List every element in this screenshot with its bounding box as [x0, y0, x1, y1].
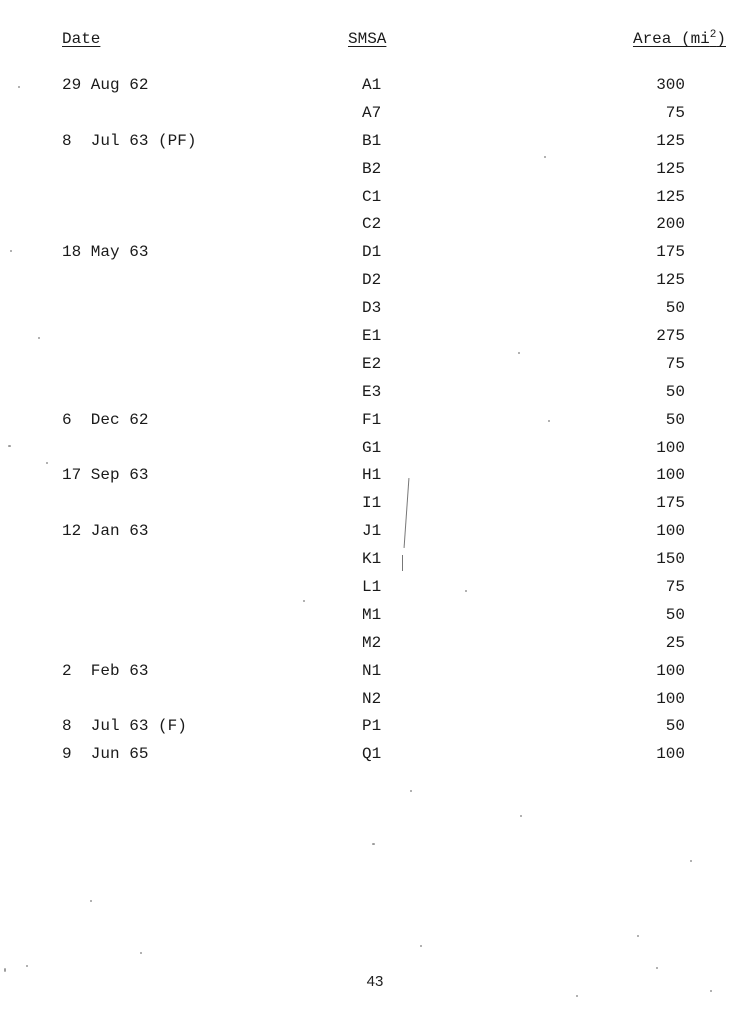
- table-row: [0, 184, 750, 212]
- cell-area: 25: [665, 633, 685, 652]
- scan-speck: [637, 935, 639, 937]
- cell-area: 100: [656, 745, 685, 764]
- table-row: [0, 407, 750, 435]
- cell-area: 100: [656, 466, 685, 485]
- cell-area: 50: [665, 605, 685, 624]
- cell-smsa: Q1: [362, 745, 382, 764]
- cell-smsa: B1: [362, 131, 382, 150]
- cell-smsa: A1: [362, 76, 382, 94]
- scan-speck: [303, 600, 305, 602]
- cell-smsa: P1: [362, 717, 382, 736]
- cell-smsa: N1: [362, 661, 382, 680]
- cell-area: 75: [665, 354, 685, 373]
- scan-speck: [544, 156, 546, 158]
- column-header-date: Date: [62, 30, 101, 48]
- cell-area: 50: [665, 382, 685, 401]
- cell-date: 18 May 63: [62, 243, 149, 262]
- cell-area: 150: [656, 550, 685, 569]
- scan-speck: [520, 815, 522, 817]
- cell-smsa: D3: [362, 299, 382, 318]
- cell-smsa: M1: [362, 605, 382, 624]
- scan-speck: [140, 952, 142, 954]
- column-header-area: [633, 28, 726, 50]
- cell-date: 8 Jul 63 (PF): [62, 131, 197, 150]
- table-row: [0, 267, 750, 295]
- cell-area: 50: [665, 299, 685, 318]
- cell-smsa: B2: [362, 159, 382, 178]
- cell-area: 175: [656, 494, 685, 513]
- cell-area: 125: [656, 131, 685, 150]
- area-header-superscript: 2: [709, 29, 717, 41]
- cell-area: 100: [656, 522, 685, 541]
- cell-smsa: F1: [362, 410, 382, 429]
- area-header-close: ): [716, 30, 726, 48]
- table-row: [0, 323, 750, 351]
- cell-area: 125: [656, 271, 685, 290]
- scan-speck: [46, 462, 48, 464]
- table-row: [0, 295, 750, 323]
- cell-area: 50: [665, 410, 685, 429]
- cell-area: 100: [656, 661, 685, 680]
- cell-smsa: I1: [362, 494, 382, 513]
- cell-smsa: C2: [362, 215, 382, 234]
- cell-smsa: M2: [362, 633, 382, 652]
- cell-smsa: L1: [362, 578, 382, 597]
- cell-area: 200: [656, 215, 685, 234]
- cell-area: 175: [656, 243, 685, 262]
- cell-smsa: D1: [362, 243, 382, 262]
- cell-date: 8 Jul 63 (F): [62, 717, 187, 736]
- table-row: [0, 462, 750, 490]
- scan-speck: [18, 86, 20, 88]
- table-row: [0, 128, 750, 156]
- column-header-smsa: SMSA: [348, 30, 387, 48]
- cell-smsa: K1: [362, 550, 382, 569]
- scan-speck: [90, 900, 92, 902]
- table-row: [0, 658, 750, 686]
- cell-smsa: G1: [362, 438, 382, 457]
- cell-area: 125: [656, 159, 685, 178]
- scan-speck: [10, 250, 12, 252]
- scan-speck: [690, 860, 692, 862]
- cell-area: 275: [656, 327, 685, 346]
- table-row: [0, 741, 750, 769]
- cell-date: 17 Sep 63: [62, 466, 149, 485]
- cell-smsa: E1: [362, 327, 382, 346]
- table-row: [0, 574, 750, 602]
- scan-speck: [656, 967, 658, 969]
- scan-speck: [4, 968, 6, 972]
- cell-area: 125: [656, 187, 685, 206]
- cell-smsa: E3: [362, 382, 382, 401]
- table-row: [0, 713, 750, 741]
- cell-date: 6 Dec 62: [62, 410, 149, 429]
- cell-area: 50: [665, 717, 685, 736]
- cell-area: 100: [656, 689, 685, 708]
- table-row: [0, 546, 750, 574]
- table-row: [0, 72, 750, 100]
- table-row: [0, 490, 750, 518]
- table-row: [0, 100, 750, 128]
- table-row: [0, 239, 750, 267]
- scan-speck: [710, 990, 712, 992]
- scan-speck: [465, 590, 467, 592]
- cell-smsa: D2: [362, 271, 382, 290]
- cell-date: 2 Feb 63: [62, 661, 149, 680]
- table-row: [0, 630, 750, 658]
- table-row: [0, 435, 750, 463]
- table-row: [0, 379, 750, 407]
- cell-smsa: N2: [362, 689, 382, 708]
- cell-smsa: C1: [362, 187, 382, 206]
- cell-smsa: A7: [362, 103, 382, 122]
- scan-speck: [38, 337, 40, 339]
- scan-speck: [518, 352, 520, 354]
- scan-speck: [576, 995, 578, 997]
- cell-smsa: H1: [362, 466, 382, 485]
- data-table: [0, 72, 750, 769]
- cell-area: 300: [656, 76, 685, 94]
- scan-speck: [372, 843, 375, 845]
- area-header-text: Area (mi: [632, 30, 710, 48]
- cell-date: 29 Aug 62: [62, 76, 149, 94]
- cell-area: 100: [656, 438, 685, 457]
- page-number: 43: [366, 973, 384, 990]
- table-row: [0, 686, 750, 714]
- scan-speck: [410, 790, 412, 792]
- table-row: [0, 156, 750, 184]
- table-row: [0, 518, 750, 546]
- table-row: [0, 602, 750, 630]
- scan-speck: [420, 945, 422, 947]
- scan-speck: [8, 445, 11, 447]
- cell-area: 75: [665, 578, 685, 597]
- scan-scratch-mark: [402, 555, 403, 571]
- cell-date: 12 Jan 63: [62, 522, 149, 541]
- cell-area: 75: [665, 103, 685, 122]
- table-row: [0, 211, 750, 239]
- cell-smsa: E2: [362, 354, 382, 373]
- cell-smsa: J1: [362, 522, 382, 541]
- scan-speck: [26, 965, 28, 967]
- cell-date: 9 Jun 65: [62, 745, 149, 764]
- scan-speck: [548, 420, 550, 422]
- table-row: [0, 351, 750, 379]
